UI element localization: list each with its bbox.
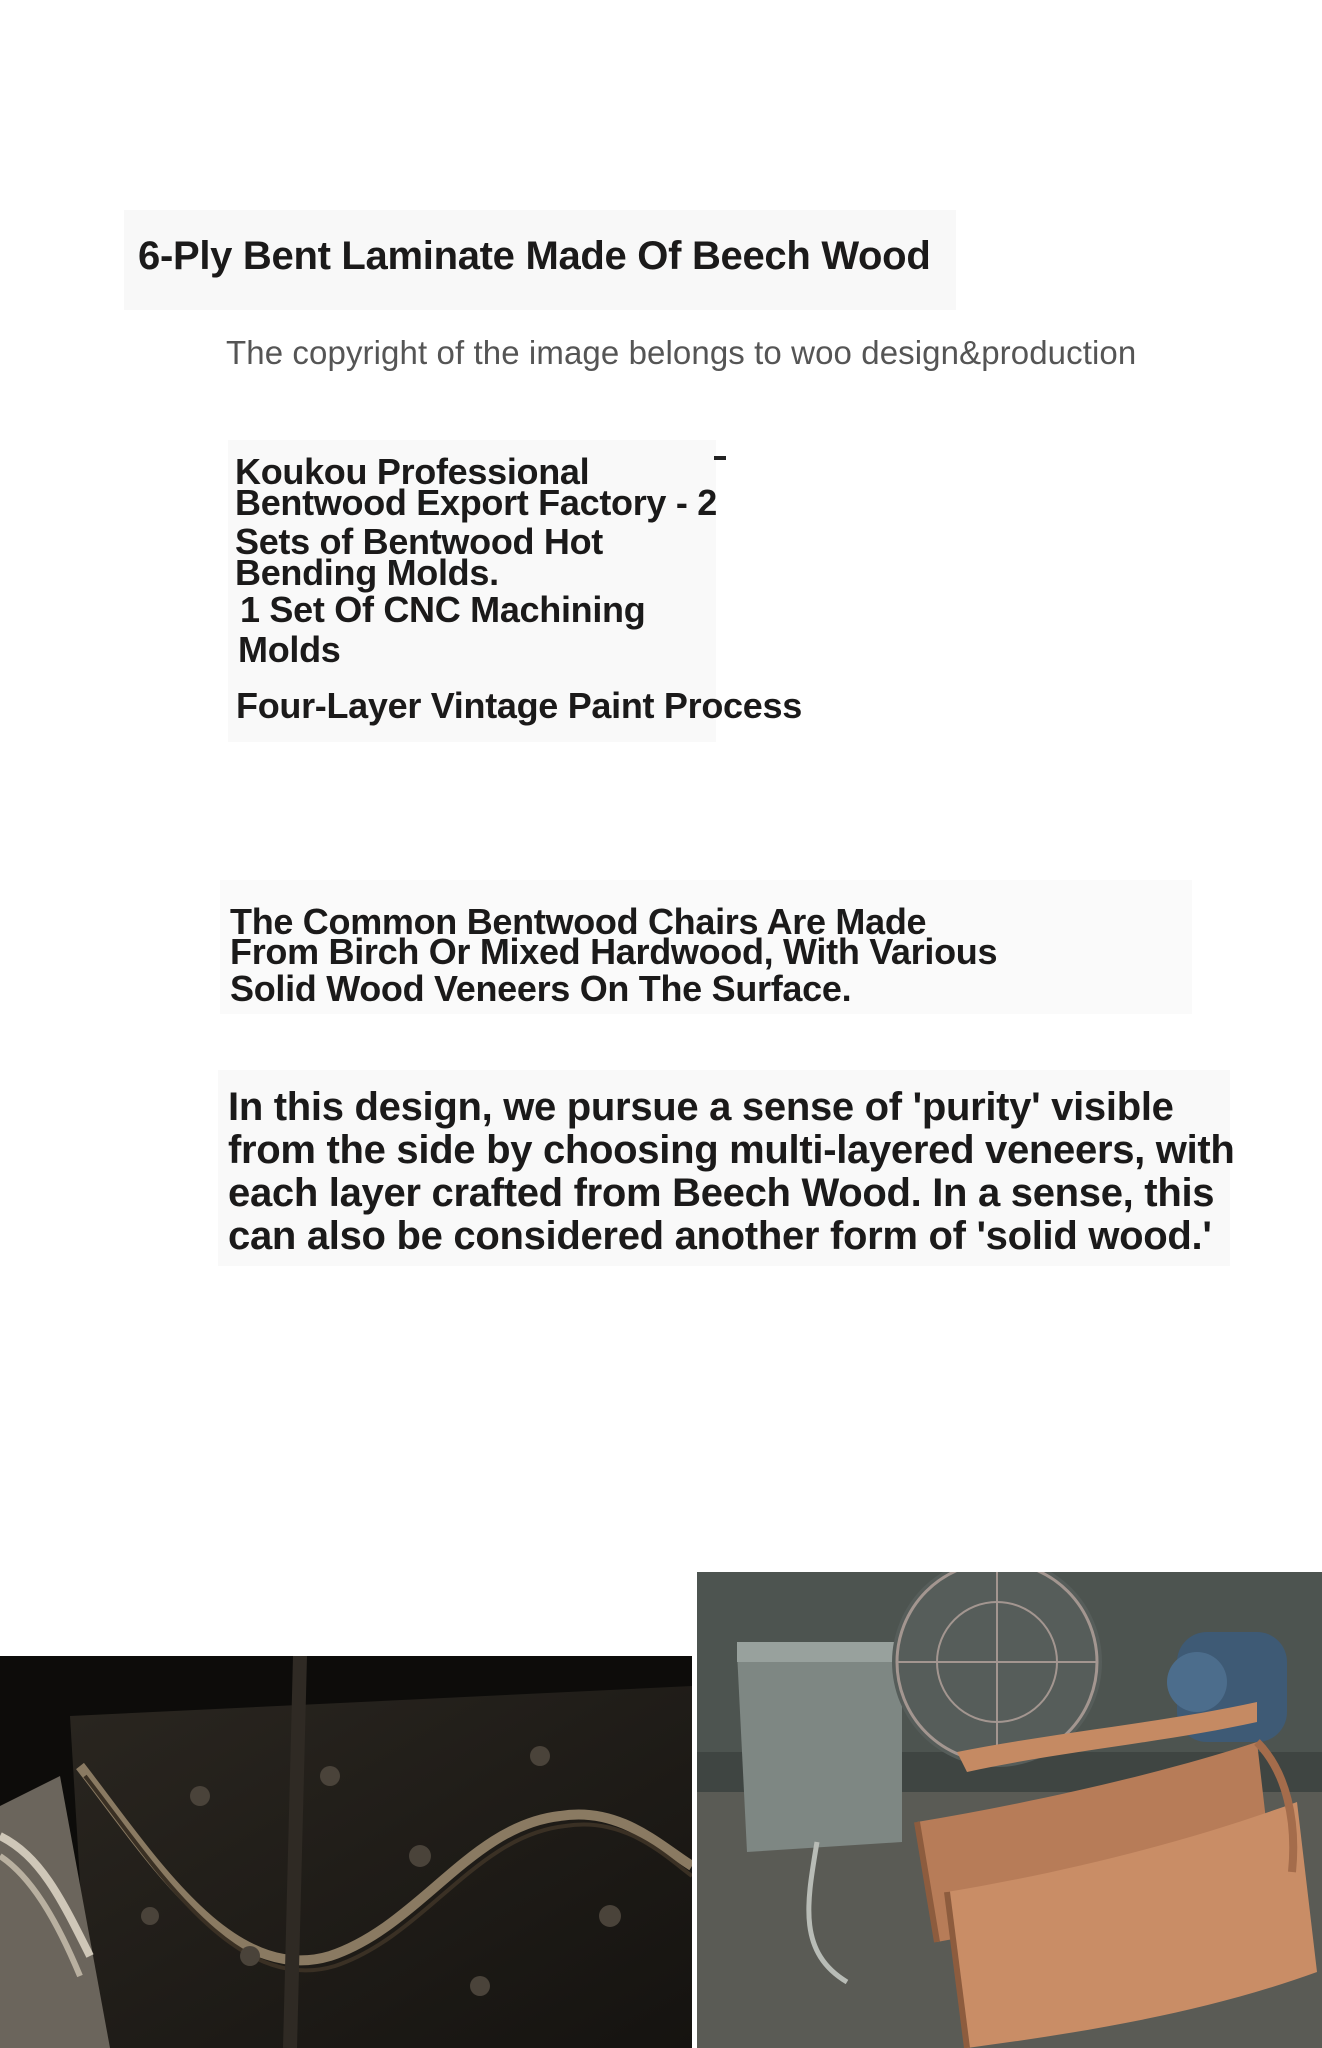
factory-line: Bending Molds. xyxy=(235,552,499,593)
common-line: From Birch Or Mixed Hardwood, With Various xyxy=(230,931,998,972)
mold-photo-graphic xyxy=(0,1656,692,2048)
factory-line: Molds xyxy=(238,629,341,670)
design-statement-section xyxy=(218,1070,1235,1266)
copyright-notice: The copyright of the image belongs to woo design&production xyxy=(226,334,1137,371)
factory-line: 1 Set Of CNC Machining xyxy=(240,589,646,630)
design-line: In this design, we pursue a sense of 'purity' visible xyxy=(228,1085,1174,1129)
dash-mark xyxy=(714,456,726,460)
title-section xyxy=(124,210,956,310)
page-title: 6-Ply Bent Laminate Made Of Beech Wood xyxy=(138,234,931,278)
common-chairs-section xyxy=(220,880,1192,1014)
factory-line: Koukou Professional xyxy=(235,451,590,492)
design-line: can also be considered another form of 'solid wood.' xyxy=(228,1214,1212,1258)
common-line: Solid Wood Veneers On The Surface. xyxy=(230,968,852,1009)
bent-veneer-photo-graphic xyxy=(697,1572,1322,2048)
design-line: each layer crafted from Beech Wood. In a sense, this xyxy=(228,1171,1215,1215)
factory-line: Bentwood Export Factory - 2 xyxy=(235,482,717,523)
mold-photo xyxy=(0,1656,692,2048)
factory-line: Four-Layer Vintage Paint Process xyxy=(236,685,802,726)
factory-line: Sets of Bentwood Hot xyxy=(235,521,603,562)
factory-info-section xyxy=(228,440,802,742)
bent-veneer-photo xyxy=(697,1572,1322,2048)
common-line: The Common Bentwood Chairs Are Made xyxy=(230,901,927,942)
design-line: from the side by choosing multi-layered veneers, with xyxy=(228,1128,1235,1172)
